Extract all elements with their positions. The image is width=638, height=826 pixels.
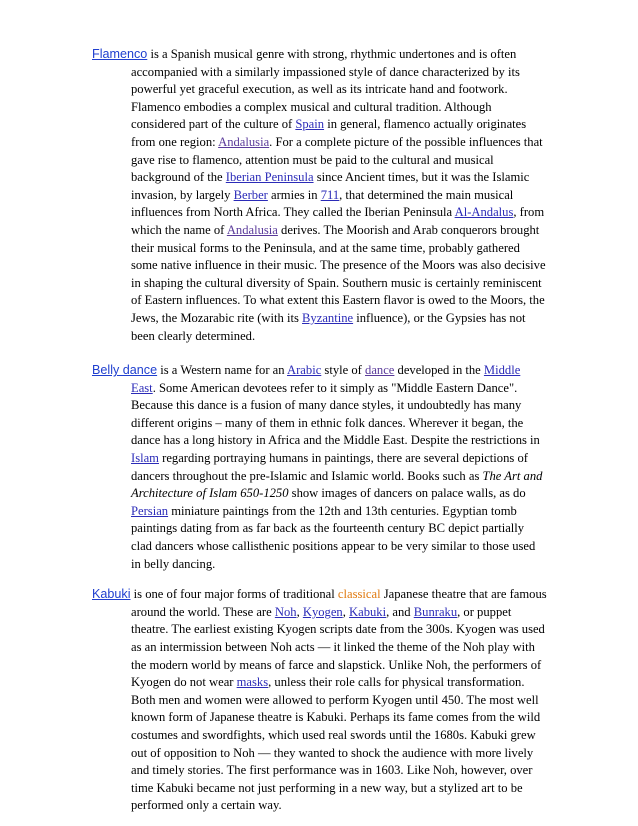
- inline-link[interactable]: Arabic: [287, 363, 322, 378]
- entry-body: [131, 587, 547, 812]
- text-run: developed in the: [394, 363, 484, 378]
- text-run: in general, flamenco actually originates from one region:: [131, 117, 527, 149]
- text-run: ,: [296, 604, 303, 619]
- inline-link[interactable]: 711: [320, 187, 340, 202]
- term-link[interactable]: Kabuki: [92, 587, 131, 602]
- entry-kabuki: [92, 586, 548, 815]
- text-run: armies in: [267, 187, 321, 202]
- text-run: since Ancient times, but it was the Islamic invasion, by largely: [131, 170, 530, 202]
- inline-link[interactable]: Bunraku: [413, 604, 458, 619]
- entry-flamenco: [92, 46, 548, 345]
- text-run: , from which the name of: [131, 205, 545, 237]
- text-run: Japanese theatre that are famous around the world. These are: [131, 587, 547, 619]
- inline-link[interactable]: Kabuki: [349, 604, 387, 619]
- inline-link[interactable]: Kyogen: [302, 604, 343, 619]
- text-run: , unless their role calls for physical transformation. Both men and women were allowed to perform Kyogen until 450. The most well known form of Japanese theatre is Kabuki. Perhaps its fame comes from the wild costumes and swordfights, which used real swords until the 1680s. Kabuki grew out of opposition to Noh — they wanted to shock the audience with more lively and timely stories. The first performance was in 1603. Like Noh, however, over time Kabuki became not just performing in a new way, but a stylized art to be performed only a certain way.: [131, 675, 541, 813]
- inline-link[interactable]: Iberian Peninsula: [225, 170, 314, 185]
- inline-link[interactable]: Spain: [295, 117, 325, 132]
- text-run: regarding portraying humans in paintings, there are several depictions of dancers throughout the pre-Islamic and Islamic world. Books such as: [131, 451, 528, 483]
- term-link[interactable]: Flamenco: [92, 47, 148, 61]
- inline-link[interactable]: dance: [365, 363, 395, 378]
- entry-body: [131, 47, 546, 343]
- inline-link[interactable]: Middle East: [131, 363, 521, 395]
- term-link[interactable]: Belly dance: [92, 363, 158, 378]
- inline-link[interactable]: Al-Andalus: [454, 205, 514, 220]
- text-run: , and: [386, 604, 414, 619]
- entry-body: [131, 363, 542, 571]
- inline-link[interactable]: Andalusia: [226, 222, 278, 237]
- text-run: show images of dancers on palace walls, as do: [288, 486, 526, 501]
- inline-link[interactable]: Berber: [233, 187, 268, 202]
- inline-link[interactable]: Andalusia: [218, 134, 270, 149]
- inline-link[interactable]: Byzantine: [302, 310, 354, 325]
- text-run: , that determined the main musical influences from North Africa. They called the Iberian Peninsula: [131, 187, 514, 220]
- text-run: is a Western name for an: [157, 363, 288, 378]
- text-run: . For a complete picture of the possible influences that gave rise to flamenco, attention must be paid to the cultural and musical background of the: [131, 134, 543, 185]
- text-run: ,: [342, 604, 350, 619]
- inline-link[interactable]: Persian: [131, 503, 169, 518]
- text-run: , or puppet theatre. The earliest existing Kyogen scripts date from the 300s. Kyogen was used as an intermission between Noh acts — it linked the theme of the Noh play with the modern world by means of farce and slapstick. Unlike Noh, the performers of Kyogen do not wear: [131, 604, 545, 690]
- text-run: is one of four major forms of traditional: [130, 587, 338, 602]
- inline-link[interactable]: masks: [236, 675, 269, 690]
- book-title: The Art and Architecture of Islam 650-1250: [131, 468, 543, 501]
- inline-link[interactable]: Noh: [274, 604, 297, 619]
- entry-belly-dance: [92, 362, 548, 573]
- text-run: style of: [321, 363, 366, 378]
- text-run: derives. The Moorish and Arab conquerors brought their musical forms to the Peninsula, and at the same time, probably gathered some native influence in their music. The presence of the Moors was also decisive in shaping the cultural diversity of Spain. Southern music is certainly reminiscent of Eastern influences. To what extent this Eastern flavor is owed to the Moors, the Jews, the Mozarabic rite (with its: [131, 222, 546, 325]
- text-run: . Some American devotees refer to it simply as "Middle Eastern Dance". Because this dance is a fusion of many dance styles, it undoubtedly has many different origins – many of them in ethnic folk dances. Wherever it began, the dance has a long history in Africa and the Middle East. Despite the restrictions in: [131, 380, 540, 448]
- text-run: is a Spanish musical genre with strong, rhythmic undertones and is often accompanied with a similarly impassioned style of dance characterized by its powerful yet graceful execution, as well as its intricate hand and footwork. Flamenco embodies a complex musical and cultural tradition. Although considered part of the culture of: [131, 47, 520, 132]
- text-run: influence), or the Gypsies has not been clearly determined.: [131, 310, 526, 343]
- highlighted-word: classical: [337, 587, 381, 602]
- text-run: miniature paintings from the 12th and 13th centuries. Egyptian tomb paintings dating from as far back as the fourteenth century BC depict partially clad dancers whose callisthenic positions appear to be very similar to those used in belly dancing.: [131, 503, 536, 571]
- inline-link[interactable]: Islam: [131, 451, 159, 466]
